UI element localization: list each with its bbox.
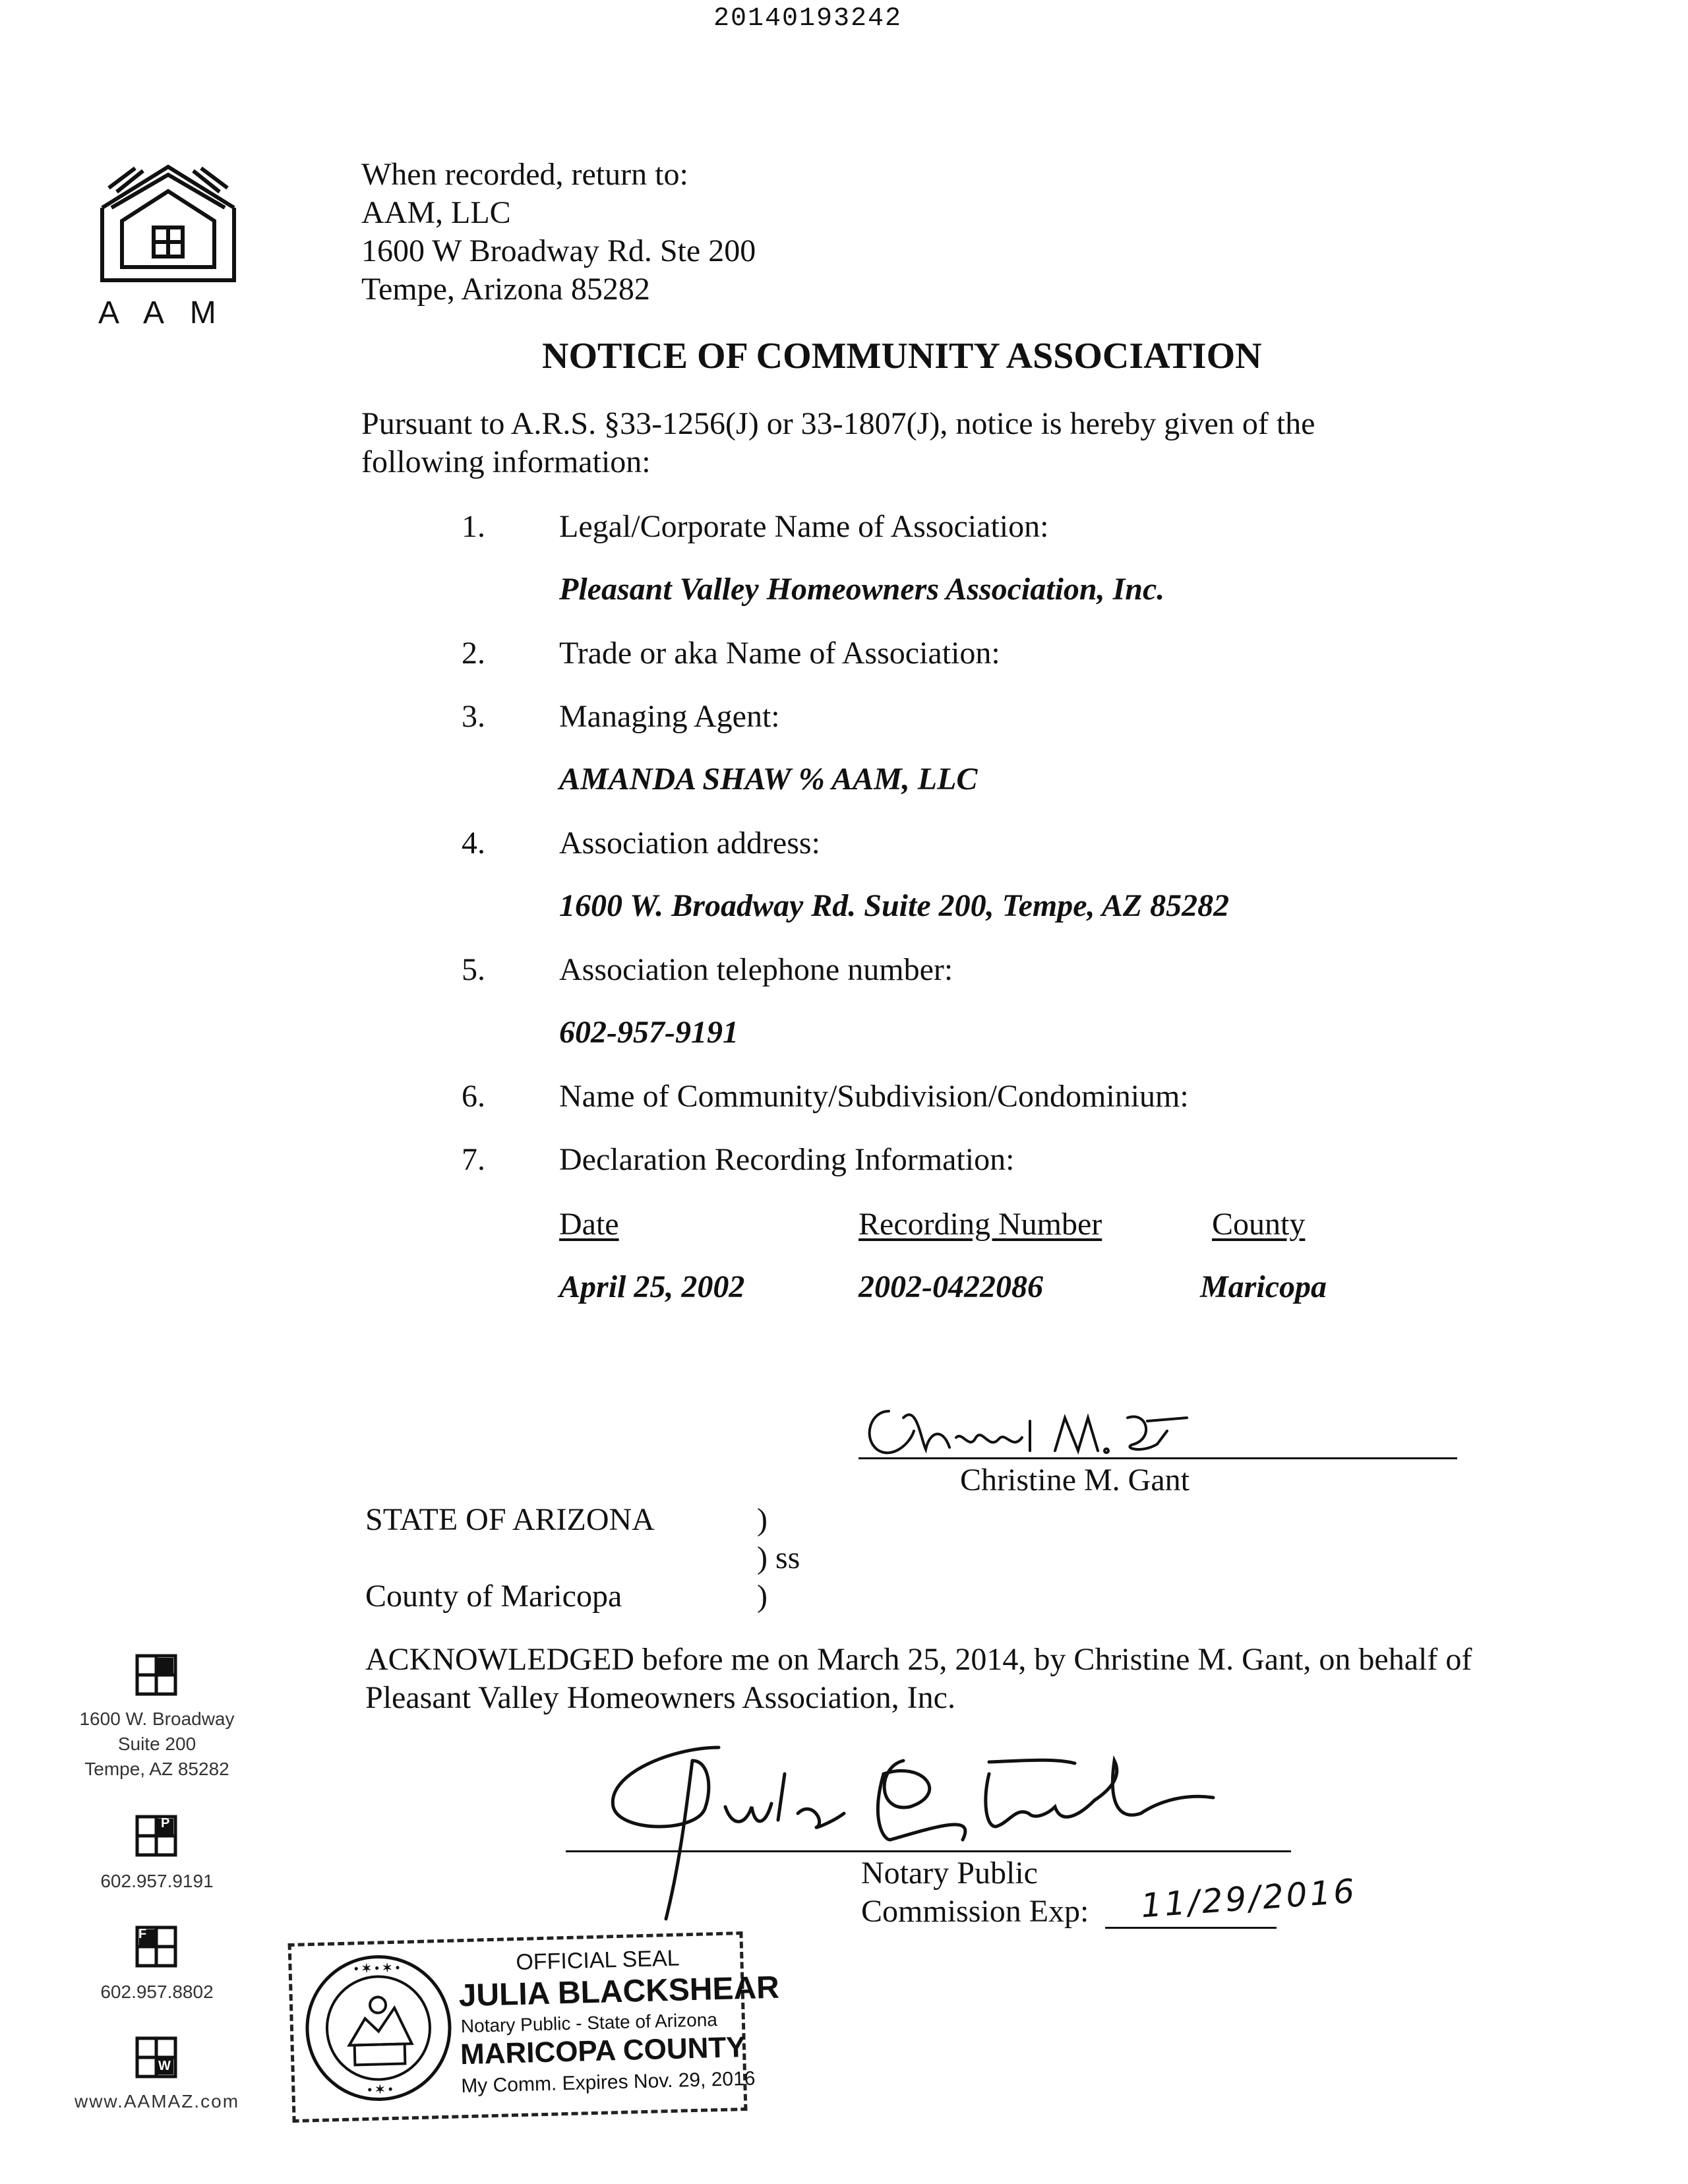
address-icon (135, 1654, 177, 1696)
svg-text:• ✶ • ✶ •: • ✶ • ✶ • (353, 1960, 400, 1976)
venue-paren: ) (757, 1502, 768, 1537)
fax-icon-letter: F (138, 1927, 147, 1941)
venue-ss: ) ss (757, 1540, 800, 1575)
sidebar-address-line-2: Suite 200 (117, 1734, 196, 1754)
item-number: 5. (462, 952, 485, 987)
commission-handwritten-date: 11/29/2016 (1139, 1871, 1358, 1926)
item-number: 1. (462, 509, 485, 544)
christine-signature (857, 1391, 1200, 1464)
table-cell-recording-number: 2002-0422086 (859, 1269, 1043, 1304)
intro-line-1: Pursuant to A.R.S. §33-1256(J) or 33-1807(J), notice is hereby given of the (361, 406, 1315, 441)
sidebar-fax: 602.957.8802 (100, 1982, 214, 2002)
phone-icon-letter: P (161, 1816, 170, 1831)
house-logo-icon (96, 162, 241, 293)
table-header-date: Date (559, 1207, 619, 1242)
venue-county: County of Maricopa (365, 1579, 622, 1614)
aam-logo (96, 162, 241, 340)
item-value: AMANDA SHAW % AAM, LLC (559, 762, 978, 797)
sidebar-phone: 602.957.9191 (100, 1871, 214, 1891)
return-label: When recorded, return to: (361, 157, 688, 192)
item-number: 7. (462, 1142, 485, 1177)
item-number: 6. (462, 1079, 485, 1114)
intro-line-2: following information: (361, 444, 651, 479)
item-value: 1600 W. Broadway Rd. Suite 200, Tempe, AZ 85282 (559, 888, 1230, 923)
table-header-county: County (1212, 1207, 1306, 1242)
item-label: Managing Agent: (559, 699, 780, 734)
seal-line-5: My Comm. Expires Nov. 29, 2016 (460, 2067, 756, 2098)
commission-label: Commission Exp: (861, 1894, 1089, 1929)
notary-seal (288, 1931, 780, 2123)
venue-state: STATE OF ARIZONA (365, 1502, 655, 1537)
seal-line-3: Notary Public - State of Arizona (460, 2009, 718, 2037)
table-cell-date: April 25, 2002 (559, 1269, 745, 1304)
seal-line-4: MARICOPA COUNTY (460, 2030, 746, 2071)
sidebar-website[interactable]: www.AAMAZ.com (74, 2091, 240, 2111)
return-company: AAM, LLC (361, 195, 511, 230)
acknowledgment-line-1: ACKNOWLEDGED before me on March 25, 2014, by Christine M. Gant, on behalf of (365, 1642, 1472, 1677)
return-city: Tempe, Arizona 85282 (361, 272, 650, 307)
web-icon (135, 2036, 177, 2078)
item-label: Declaration Recording Information: (559, 1142, 1015, 1177)
seal-line-1: OFFICIAL SEAL (515, 1945, 680, 1976)
sidebar-address-line-1: 1600 W. Broadway (79, 1709, 235, 1729)
document-number: 20140193242 (713, 4, 903, 34)
document-title: NOTICE OF COMMUNITY ASSOCIATION (542, 336, 1262, 377)
christine-signature-line (859, 1457, 1457, 1459)
signer-name: Christine M. Gant (960, 1463, 1190, 1498)
item-number: 4. (462, 826, 485, 861)
web-icon-letter: W (158, 2059, 171, 2073)
item-value: Pleasant Valley Homeowners Association, Inc. (559, 572, 1165, 607)
phone-icon (135, 1815, 177, 1857)
item-label: Association address: (559, 826, 820, 861)
seal-line-2: JULIA BLACKSHEAR (458, 1970, 780, 2014)
item-number: 2. (462, 636, 485, 671)
return-street: 1600 W Broadway Rd. Ste 200 (361, 233, 756, 268)
logo-letters: A A M (98, 295, 226, 330)
item-label: Legal/Corporate Name of Association: (559, 509, 1049, 544)
commission-line (1105, 1927, 1277, 1929)
table-header-recording-number: Recording Number (859, 1207, 1102, 1242)
sidebar-address-line-3: Tempe, AZ 85282 (84, 1759, 229, 1779)
arizona-state-seal-icon (301, 1951, 456, 2106)
item-label: Name of Community/Subdivision/Condominium: (559, 1079, 1189, 1114)
item-label: Association telephone number: (559, 952, 953, 987)
notary-signature-line (566, 1850, 1291, 1852)
table-cell-county: Maricopa (1200, 1269, 1327, 1304)
item-number: 3. (462, 699, 485, 734)
item-label: Trade or aka Name of Association: (559, 636, 1000, 671)
acknowledgment-line-2: Pleasant Valley Homeowners Association, Inc. (365, 1680, 955, 1715)
item-value: 602-957-9191 (559, 1015, 738, 1050)
svg-text:• ✶ •: • ✶ • (367, 2082, 393, 2096)
notary-title: Notary Public (861, 1856, 1038, 1891)
venue-paren: ) (757, 1579, 768, 1614)
